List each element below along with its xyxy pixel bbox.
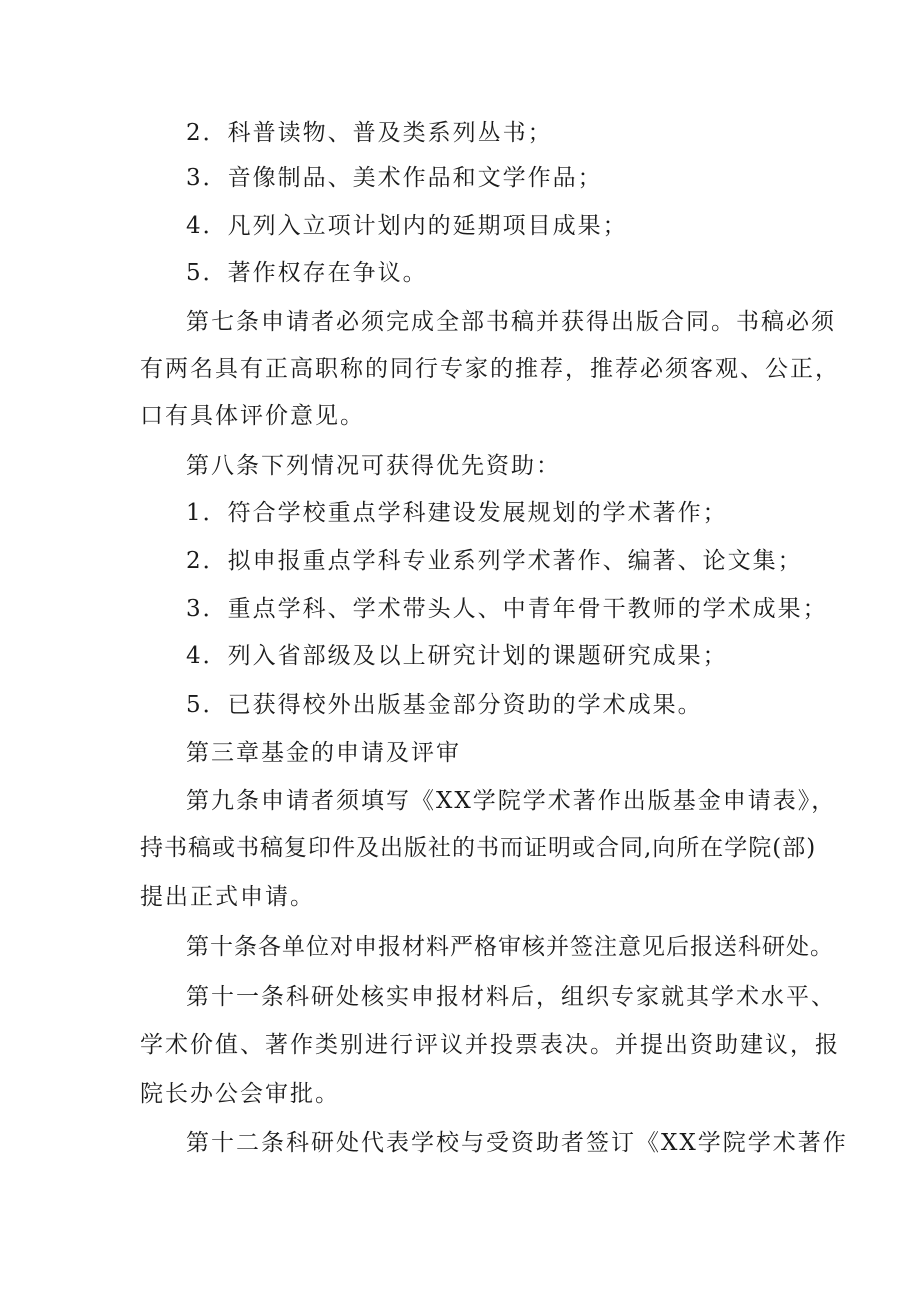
text-line: 学术价值、著作类别进行评议并投票表决。并提出资助建议，报 xyxy=(140,1032,840,1058)
text-line: 持书稿或书稿复印件及出版社的书而证明或合同,向所在学院(部) xyxy=(140,835,817,861)
text-line: 1．符合学校重点学科建设发展规划的学术著作； xyxy=(186,500,728,526)
text-line: 第八条下列情况可获得优先资助： xyxy=(186,453,561,479)
text-line: 4．凡列入立项计划内的延期项目成果； xyxy=(186,213,628,239)
text-line: 第十条各单位对申报材料严格审核并签注意见后报送科研处。 xyxy=(186,934,834,960)
text-line: 第七条申请者必须完成全部书稿并获得出版合同。书稿必须 xyxy=(186,309,836,335)
text-line: 3．重点学科、学术带头人、中青年骨干教师的学术成果； xyxy=(186,596,828,622)
text-line: 5．已获得校外出版基金部分资助的学术成果。 xyxy=(186,692,703,718)
text-line: 有两名具有正高职称的同行专家的推荐，推荐必须客观、公正， xyxy=(140,356,840,382)
text-line: 院长办公会审批。 xyxy=(140,1081,340,1107)
text-line: 5．著作权存在争议。 xyxy=(186,260,428,286)
text-line: 第十二条科研处代表学校与受资助者签订《XX学院学术著作 xyxy=(186,1130,848,1156)
text-line: 第十一条科研处核实申报材料后，组织专家就其学术水平、 xyxy=(186,984,836,1010)
text-line: 提出正式申请。 xyxy=(140,884,315,910)
text-line: 2．科普读物、普及类系列丛书； xyxy=(186,120,553,146)
text-line: 第九条申请者须填写《XX学院学术著作出版基金申请表》， xyxy=(186,788,837,814)
text-line: 4．列入省部级及以上研究计划的课题研究成果； xyxy=(186,643,728,669)
text-line: 3．音像制品、美术作品和文学作品； xyxy=(186,165,603,191)
section-heading: 第三章基金的申请及评审 xyxy=(186,740,461,766)
text-line: 2．拟申报重点学科专业系列学术著作、编著、论文集； xyxy=(186,548,803,574)
text-line: 口有具体评价意见。 xyxy=(140,403,365,429)
